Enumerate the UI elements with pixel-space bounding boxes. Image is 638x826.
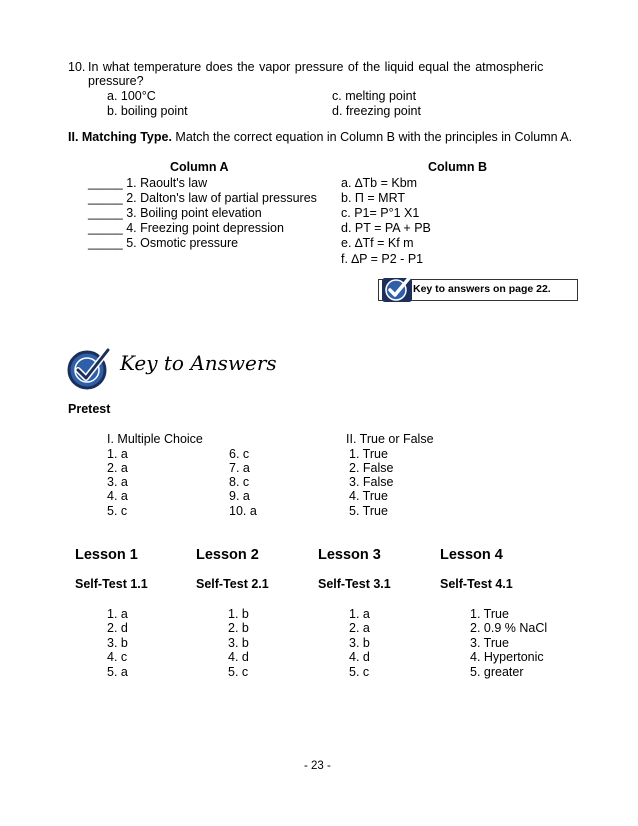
lesson-3-answer-3: 3. b <box>349 636 370 650</box>
matching-text: Match the correct equation in Column B with the principles in Column A. <box>171 130 573 144</box>
lesson-4-answer-3: 3. True <box>470 636 509 650</box>
question-10-text-line1: In what temperature does the vapor pressure of the liquid equal the atmospheric <box>88 60 544 74</box>
multiple-choice-heading: I. Multiple Choice <box>107 432 203 446</box>
lesson-2-answer-4: 4. d <box>228 650 249 664</box>
mc-answer-8: 8. c <box>229 475 250 489</box>
lesson-2-answer-3: 3. b <box>228 636 249 650</box>
mc-answer-5: 5. c <box>107 504 128 518</box>
column-a-item-1: _____ 1. Raoult's law <box>88 176 208 190</box>
mc-answer-1: 1. a <box>107 447 128 461</box>
option-b: b. boiling point <box>107 104 188 118</box>
column-b-item-a: a. ∆Tb = Kbm <box>341 176 418 190</box>
column-b-item-d: d. PT = PA + PB <box>341 221 431 235</box>
lesson-4-answer-4: 4. Hypertonic <box>470 650 544 664</box>
column-b-title: Column B <box>428 160 488 174</box>
lesson-3-title: Lesson 3 <box>318 547 381 563</box>
lesson-2-title: Lesson 2 <box>196 547 259 563</box>
mc-answer-4: 4. a <box>107 489 128 503</box>
column-a-item-5: _____ 5. Osmotic pressure <box>88 236 239 250</box>
option-a: a. 100°C <box>107 89 156 103</box>
lesson-1-answer-4: 4. c <box>107 650 128 664</box>
self-test-4-title: Self-Test 4.1 <box>440 577 513 591</box>
lesson-4-answer-1: 1. True <box>470 607 509 621</box>
lesson-1-answer-5: 5. a <box>107 665 128 679</box>
column-b-item-b: b. Π = MRT <box>341 191 406 205</box>
lesson-2-answer-5: 5. c <box>228 665 249 679</box>
lesson-2-answer-1: 1. b <box>228 607 249 621</box>
true-false-heading: II. True or False <box>346 432 434 446</box>
lesson-4-answer-5: 5. greater <box>470 665 524 679</box>
mc-answer-10: 10. a <box>229 504 257 518</box>
lesson-1-answer-2: 2. d <box>107 621 128 635</box>
column-a-item-3: _____ 3. Boiling point elevation <box>88 206 262 220</box>
mc-answer-3: 3. a <box>107 475 128 489</box>
tf-answer-4: 4. True <box>349 489 388 503</box>
question-10-number: 10. <box>68 60 86 74</box>
page-number: - 23 - <box>304 760 331 772</box>
mc-answer-2: 2. a <box>107 461 128 475</box>
mc-answer-7: 7. a <box>229 461 250 475</box>
column-a-item-2: _____ 2. Dalton's law of partial pressures <box>88 191 317 205</box>
check-circle-icon <box>66 346 112 392</box>
tf-answer-2: 2. False <box>349 461 394 475</box>
lesson-3-answer-2: 2. a <box>349 621 370 635</box>
matching-heading: II. Matching Type. <box>68 130 172 144</box>
tf-answer-1: 1. True <box>349 447 388 461</box>
column-b-item-c: c. P1= P°1 X1 <box>341 206 420 220</box>
mc-answer-6: 6. c <box>229 447 250 461</box>
option-d: d. freezing point <box>332 104 421 118</box>
option-c: c. melting point <box>332 89 417 103</box>
column-a-title: Column A <box>170 160 229 174</box>
lesson-2-answer-2: 2. b <box>228 621 249 635</box>
lesson-4-title: Lesson 4 <box>440 547 503 563</box>
check-badge-icon <box>380 274 414 304</box>
lesson-3-answer-4: 4. d <box>349 650 370 664</box>
self-test-2-title: Self-Test 2.1 <box>196 577 269 591</box>
lesson-1-answer-3: 3. b <box>107 636 128 650</box>
lesson-3-answer-1: 1. a <box>349 607 370 621</box>
lesson-4-answer-2: 2. 0.9 % NaCl <box>470 621 548 635</box>
self-test-1-title: Self-Test 1.1 <box>75 577 148 591</box>
column-b-item-f: f. ∆P = P2 - P1 <box>341 252 424 266</box>
self-test-3-title: Self-Test 3.1 <box>318 577 391 591</box>
mc-answer-9: 9. a <box>229 489 250 503</box>
column-b-item-e: e. ∆Tf = Kf m <box>341 236 414 250</box>
lesson-3-answer-5: 5. c <box>349 665 370 679</box>
matching-instruction <box>68 130 572 144</box>
column-a-item-4: _____ 4. Freezing point depression <box>88 221 284 235</box>
key-reference-text: Key to answers on page 22. <box>413 283 551 295</box>
key-to-answers-title: Key to Answers <box>120 351 277 375</box>
tf-answer-5: 5. True <box>349 504 388 518</box>
question-10-text-line2: pressure? <box>88 74 144 88</box>
pretest-label: Pretest <box>68 402 111 416</box>
tf-answer-3: 3. False <box>349 475 394 489</box>
lesson-1-answer-1: 1. a <box>107 607 128 621</box>
lesson-1-title: Lesson 1 <box>75 547 138 563</box>
